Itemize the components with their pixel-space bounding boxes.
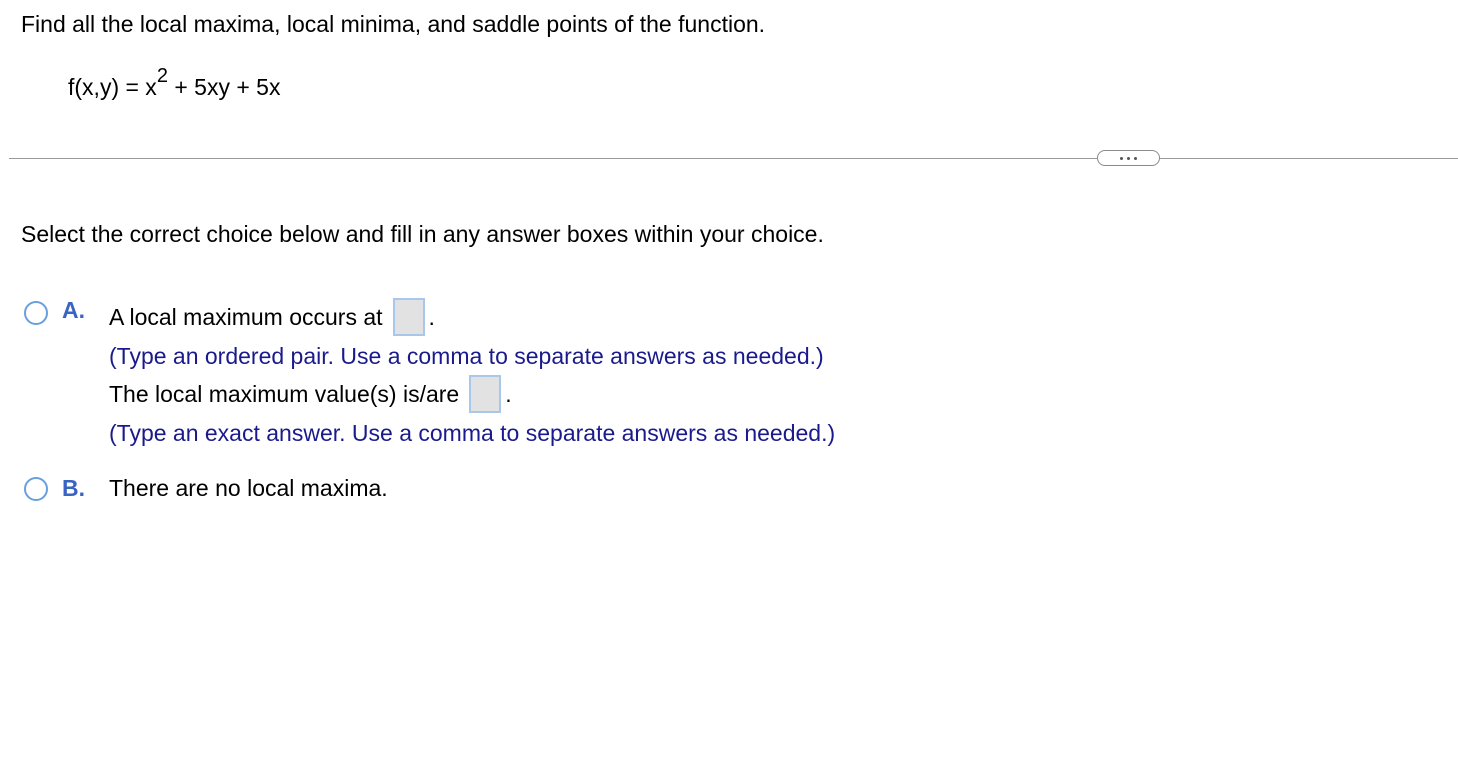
instruction-text: Select the correct choice below and fill in any answer boxes within your choice. <box>21 221 824 247</box>
question-text: Find all the local maxima, local minima, and saddle points of the function. <box>21 11 766 37</box>
choice-b-letter: B. <box>62 475 85 501</box>
answer-box-max-location[interactable] <box>393 298 425 336</box>
choice-a-label-max-value: The local maximum value(s) is/are <box>109 381 460 407</box>
answer-box-max-value[interactable] <box>469 375 501 413</box>
choice-a-letter: A. <box>62 297 85 323</box>
choice-a-hint1: (Type an ordered pair. Use a comma to separate answers as needed.) <box>109 343 824 369</box>
ellipsis-icon <box>1127 157 1130 160</box>
function-prefix: f(x,y) = x <box>68 74 157 100</box>
function-expression <box>68 65 281 102</box>
more-options-button[interactable] <box>1097 150 1160 166</box>
function-exponent: 2 <box>156 65 168 88</box>
divider <box>9 158 1458 159</box>
period: . <box>428 304 435 330</box>
choice-b-radio[interactable] <box>24 477 48 501</box>
choice-a-radio[interactable] <box>24 301 48 325</box>
choice-a-line1 <box>109 297 435 337</box>
choice-a-label-max-location: A local maximum occurs at <box>109 304 383 330</box>
choice-a-hint2: (Type an exact answer. Use a comma to separate answers as needed.) <box>109 420 836 446</box>
function-suffix: + 5xy + 5x <box>167 74 281 100</box>
ellipsis-icon <box>1134 157 1137 160</box>
choice-b-text: There are no local maxima. <box>109 475 388 501</box>
ellipsis-icon <box>1120 157 1123 160</box>
period: . <box>505 381 512 407</box>
choice-a-line2 <box>109 374 512 414</box>
